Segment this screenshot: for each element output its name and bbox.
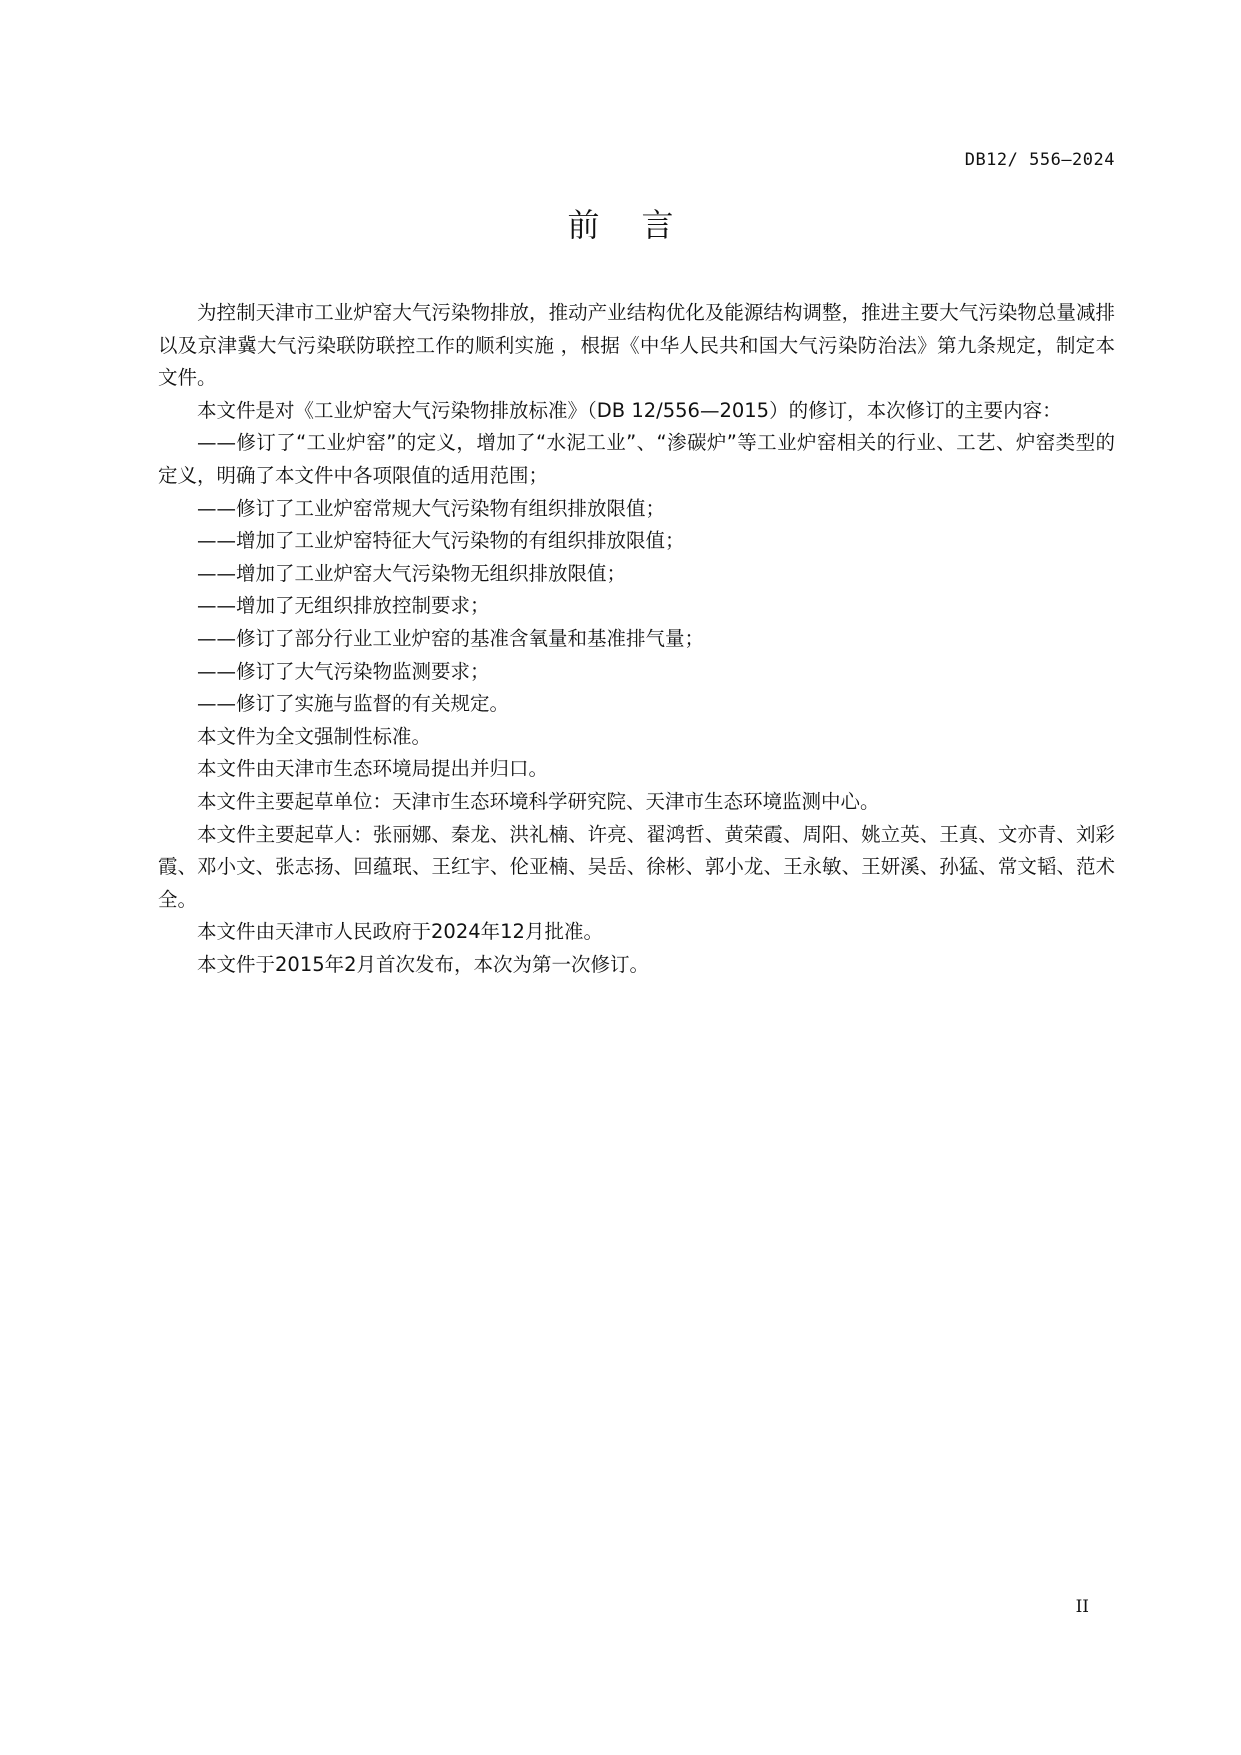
list-item: ——增加了无组织排放控制要求； xyxy=(197,594,490,618)
document-code: DB12/ 556—2024 xyxy=(964,150,1115,170)
paragraph: 为控制天津市工业炉窑大气污染物排放，推动产业结构优化及能源结构调整，推进主要大气污染物总量减排以及京津冀大气污染联防联控工作的顺利实施 ，根据《中华人民共和国大气污染防治法》第九条规定，制定本文件。 xyxy=(158,301,1115,390)
paragraph: 本文件是对《工业炉窑大气污染物排放标准》（DB 12/556—2015）的修订，本次修订的主要内容： xyxy=(197,398,1062,422)
list-item: ——增加了工业炉窑特征大气污染物的有组织排放限值； xyxy=(197,529,685,553)
paragraph: 本文件主要起草人：张丽娜、秦龙、洪礼楠、许亮、翟鸿哲、黄荣霞、周阳、姚立英、王真、文亦青、刘彩霞、邓小文、张志扬、回蕴珉、王红宇、伦亚楠、吴岳、徐彬、郭小龙、王永敏、王妍溪、孙猛、常文韬、范术全。 xyxy=(158,822,1115,911)
paragraph: 本文件主要起草单位：天津市生态环境科学研究院、天津市生态环境监测中心。 xyxy=(197,789,880,813)
list-item: ——修订了工业炉窑常规大气污染物有组织排放限值； xyxy=(197,496,666,520)
list-item: ——修订了实施与监督的有关规定。 xyxy=(197,692,510,716)
body-text xyxy=(158,297,1115,981)
page-number: II xyxy=(1075,1597,1089,1617)
paragraph: 本文件由天津市人民政府于2024年12月批准。 xyxy=(197,920,603,944)
list-item: ——修订了部分行业工业炉窑的基准含氧量和基准排气量； xyxy=(197,626,705,650)
page-title: 前言 xyxy=(567,206,716,244)
paragraph: 本文件于2015年2月首次发布，本次为第一次修订。 xyxy=(197,952,650,976)
list-item: ——修订了“工业炉窑”的定义，增加了“水泥工业”、“渗碳炉”等工业炉窑相关的行业、工艺、炉窑类型的定义，明确了本文件中各项限值的适用范围； xyxy=(158,431,1115,487)
list-item: ——增加了工业炉窑大气污染物无组织排放限值； xyxy=(197,561,627,585)
paragraph: 本文件为全文强制性标准。 xyxy=(197,724,432,748)
paragraph: 本文件由天津市生态环境局提出并归口。 xyxy=(197,757,549,781)
list-item: ——修订了大气污染物监测要求； xyxy=(197,659,490,683)
